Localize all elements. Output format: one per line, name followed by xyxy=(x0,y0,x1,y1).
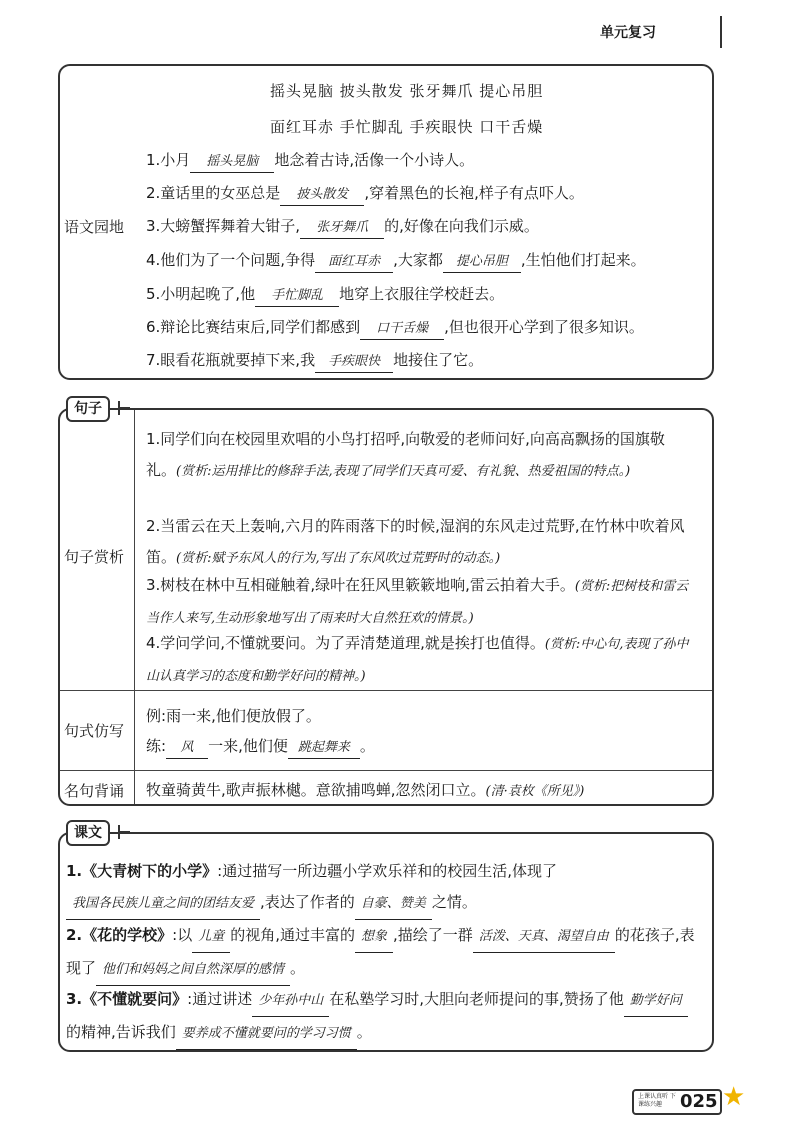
answer-blank: 口干舌燥 xyxy=(360,319,444,340)
footer-slogan: 上课认真听 下课练兴趣 xyxy=(638,1093,676,1108)
imitation-practice: 练: 风 一来,他们便 跳起舞来 。 xyxy=(146,736,375,759)
word-bank-row-1: 摇头晃脑 披头散发 张牙舞爪 提心吊胆 xyxy=(270,82,544,100)
tag-decoration xyxy=(120,407,130,409)
answer-blank: 披头散发 xyxy=(280,185,364,206)
answer-blank: 想象 xyxy=(355,921,393,953)
exercise-7: 7.眼看花瓶就要掉下来,我 手疾眼快 地接住了它。 xyxy=(146,350,483,373)
juzi-tag: 句子 xyxy=(66,396,110,422)
tag-decoration xyxy=(120,831,130,833)
sentence-2: 2.当雷云在天上轰响,六月的阵雨落下的时候,湿润的东风走过荒野,在竹林中吹着风笛。(赏析:赋予东风人的行为,写出了东风吹过荒野时的动态。) xyxy=(146,517,685,566)
exercise-4: 4.他们为了一个问题,争得 面红耳赤 ,大家都 提心吊胆 ,生怕他们打起来。 xyxy=(146,250,646,273)
answer-blank: 提心吊胆 xyxy=(443,252,521,273)
text-summary-1: 1.《大青树下的小学》:通过描写一所边疆小学欢乐祥和的校园生活,体现了我国各民族儿童之间的团结友爱 ,表达了作者的 自豪、赞美 之情。 xyxy=(66,856,702,920)
text-summary-3: 3.《不懂就要问》:通过讲述 少年孙中山 在私塾学习时,大胆向老师提问的事,赞扬了他 勤学好问的精神,告诉我们 要养成不懂就要问的学习习惯 。 xyxy=(66,984,702,1050)
page-number-badge xyxy=(632,1089,722,1115)
answer-blank: 手忙脚乱 xyxy=(255,286,339,307)
answer-blank: 手疾眼快 xyxy=(315,352,393,373)
answer-blank: 我国各民族儿童之间的团结友爱 xyxy=(66,888,260,920)
page-number: 025 xyxy=(680,1091,718,1112)
answer-blank: 活泼、天真、渴望自由 xyxy=(473,921,615,953)
header-divider xyxy=(720,16,722,48)
exercise-5: 5.小明起晚了,他 手忙脚乱 地穿上衣服往学校赶去。 xyxy=(146,284,504,307)
exercise-1: 1.小月 摇头晃脑 地念着古诗,活像一个小诗人。 xyxy=(146,150,474,173)
section-label-appreciation: 句子赏析 xyxy=(64,548,125,566)
exercise-6: 6.辩论比赛结束后,同学们都感到 口干舌燥 ,但也很开心学到了很多知识。 xyxy=(146,317,644,340)
sentence-1: 1.同学们向在校园里欢唱的小鸟打招呼,向敬爱的老师问好,向高高飘扬的国旗敬礼。(赏析:运用排比的修辞手法,表现了同学们天真可爱、有礼貌、热爱祖国的特点。) xyxy=(146,430,665,479)
answer-blank: 张牙舞爪 xyxy=(300,218,384,239)
unit-review-title: 单元复习 xyxy=(600,25,656,41)
answer-blank: 摇头晃脑 xyxy=(190,152,274,173)
answer-blank: 他们和妈妈之间自然深厚的感情 xyxy=(96,954,290,986)
answer-blank: 要养成不懂就要问的学习习惯 xyxy=(176,1018,357,1050)
section-label-imitation: 句式仿写 xyxy=(64,722,125,740)
exercise-3: 3.大螃蟹挥舞着大钳子, 张牙舞爪 的,好像在向我们示威。 xyxy=(146,216,539,239)
sentence-3: 3.树枝在林中互相碰触着,绿叶在狂风里簌簌地响,雷云拍着大手。(赏析:把树枝和雷云当作人来写,生动形象地写出了雨来时大自然狂欢的情景。) xyxy=(146,576,689,626)
row-divider xyxy=(60,770,712,771)
section-label-yuwen: 语文园地 xyxy=(64,218,125,236)
answer-blank: 儿童 xyxy=(192,921,230,953)
answer-blank: 跳起舞来 xyxy=(288,738,360,759)
word-bank-row-2: 面红耳赤 手忙脚乱 手疾眼快 口干舌燥 xyxy=(270,118,544,136)
answer-blank: 面红耳赤 xyxy=(315,252,393,273)
answer-blank: 自豪、赞美 xyxy=(355,888,432,920)
famous-quote: 牧童骑黄牛,歌声振林樾。意欲捕鸣蝉,忽然闭口立。(清·袁枚《所见》) xyxy=(146,781,585,799)
answer-blank: 风 xyxy=(166,738,208,759)
column-divider xyxy=(134,410,135,804)
star-icon: ★ xyxy=(722,1082,746,1112)
section-label-famous: 名句背诵 xyxy=(64,782,125,800)
exercise-2: 2.童话里的女巫总是 披头散发 ,穿着黑色的长袍,样子有点吓人。 xyxy=(146,183,584,206)
imitation-example: 例:雨一来,他们便放假了。 xyxy=(146,707,321,725)
answer-blank: 勤学好问 xyxy=(624,985,688,1017)
sentence-4: 4.学问学问,不懂就要问。为了弄清楚道理,就是挨打也值得。(赏析:中心句,表现了孙中山认真学习的态度和勤学好问的精神。) xyxy=(146,634,689,684)
kewen-tag: 课文 xyxy=(66,820,110,846)
text-summary-2: 2.《花的学校》:以 儿童 的视角,通过丰富的 想象 ,描绘了一群 活泼、天真、渴望自由 的花孩子,表现了 他们和妈妈之间自然深厚的感情 。 xyxy=(66,920,702,986)
answer-blank: 少年孙中山 xyxy=(252,985,329,1017)
